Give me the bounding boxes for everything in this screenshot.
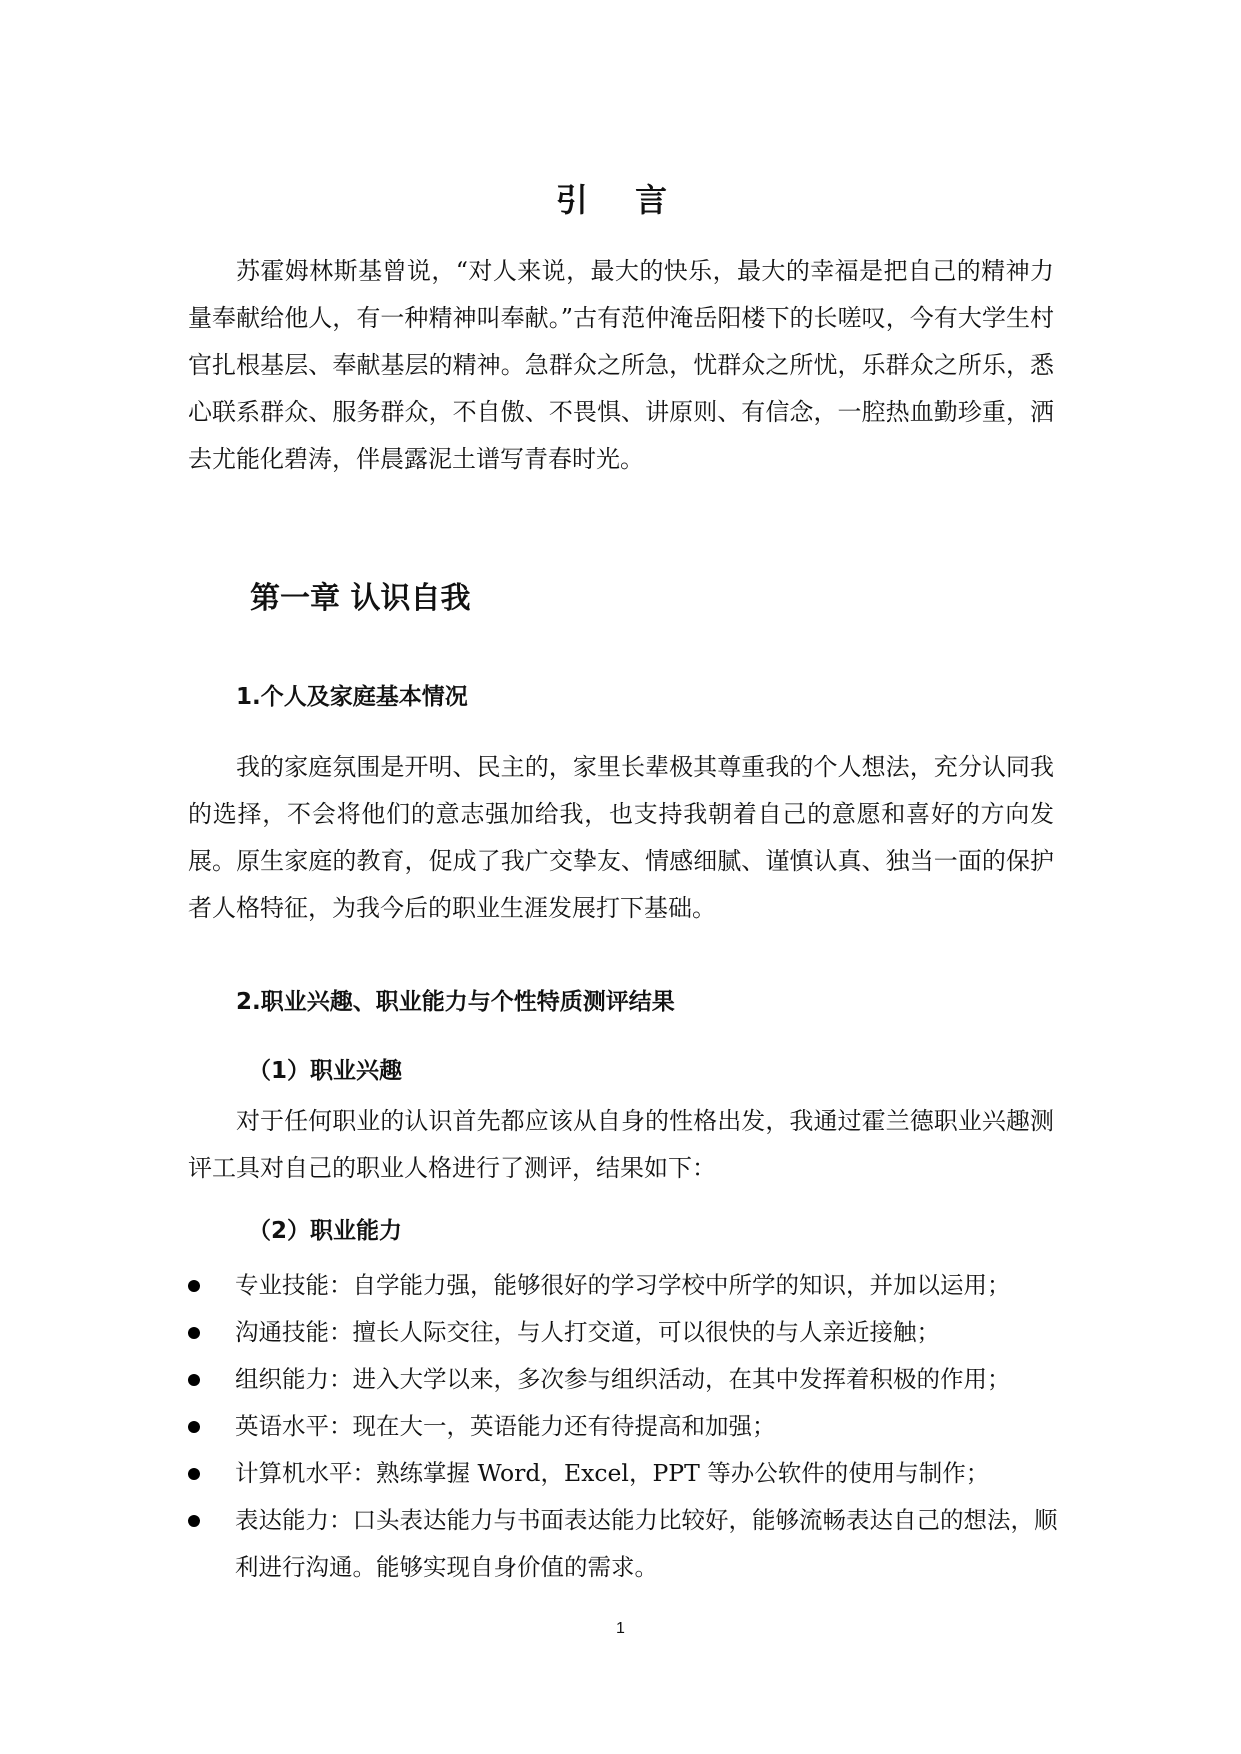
bullet-icon — [188, 1468, 200, 1480]
list-item-text: 英语水平：现在大一，英语能力还有待提高和加强； — [235, 1412, 776, 1440]
list-item — [188, 1497, 1068, 1591]
subsection-1-paragraph: 对于任何职业的认识首先都应该从自身的性格出发，我通过霍兰德职业兴趣测评工具对自己的职业人格进行了测评，结果如下： — [188, 1107, 1054, 1182]
section-1-paragraph: 我的家庭氛围是开明、民主的，家里长辈极其尊重我的个人想法，充分认同我的选择，不会将他们的意志强加给我，也支持我朝着自己的意愿和喜好的方向发展。原生家庭的教育，促成了我广交挚友、情感细腻、谨慎认真、独当一面的保护者人格特征，为我今后的职业生涯发展打下基础。 — [188, 753, 1054, 922]
list-item-text: 表达能力：口头表达能力与书面表达能力比较好，能够流畅表达自己的想法，顺利进行沟通。能够实现自身价值的需求。 — [235, 1506, 1058, 1581]
bullet-icon — [188, 1421, 200, 1433]
page-title: 引 言 — [555, 181, 686, 219]
list-item — [188, 1450, 1068, 1497]
list-item — [188, 1356, 1068, 1403]
list-item — [188, 1262, 1068, 1309]
abilities-list — [188, 1262, 1068, 1591]
chapter-title: 第一章 认识自我 — [250, 581, 471, 616]
list-item-text: 计算机水平：熟练掌握 Word，Excel，PPT 等办公软件的使用与制作； — [235, 1459, 990, 1487]
intro-paragraph: 苏霍姆林斯基曾说，“对人来说，最大的快乐，最大的幸福是把自己的精神力量奉献给他人，有一种精神叫奉献。”古有范仲淹岳阳楼下的长嗟叹，今有大学生村官扎根基层、奉献基层的精神。急群众之所急，忧群众之所忧，乐群众之所乐，悉心联系群众、服务群众，不自傲、不畏惧、讲原则、有信念，一腔热血勤珍重，洒去尤能化碧涛，伴晨露泥土谱写青春时光。 — [188, 257, 1054, 473]
section-2-heading: 2.职业兴趣、职业能力与个性特质测评结果 — [236, 989, 675, 1015]
list-item-text: 组织能力：进入大学以来，多次参与组织活动，在其中发挥着积极的作用； — [235, 1365, 1011, 1393]
list-item — [188, 1309, 1068, 1356]
bullet-icon — [188, 1327, 200, 1339]
bullet-icon — [188, 1374, 200, 1386]
list-item-text: 专业技能：自学能力强，能够很好的学习学校中所学的知识，并加以运用； — [235, 1271, 1011, 1299]
subsection-1-heading: （1）职业兴趣 — [248, 1058, 403, 1084]
page-number: 1 — [616, 1620, 625, 1637]
section-1-heading: 1.个人及家庭基本情况 — [236, 684, 468, 710]
list-item-text: 沟通技能：擅长人际交往，与人打交道，可以很快的与人亲近接触； — [235, 1318, 940, 1346]
bullet-icon — [188, 1280, 200, 1292]
list-item — [188, 1403, 1068, 1450]
subsection-2-heading: （2）职业能力 — [248, 1218, 403, 1244]
bullet-icon — [188, 1515, 200, 1527]
